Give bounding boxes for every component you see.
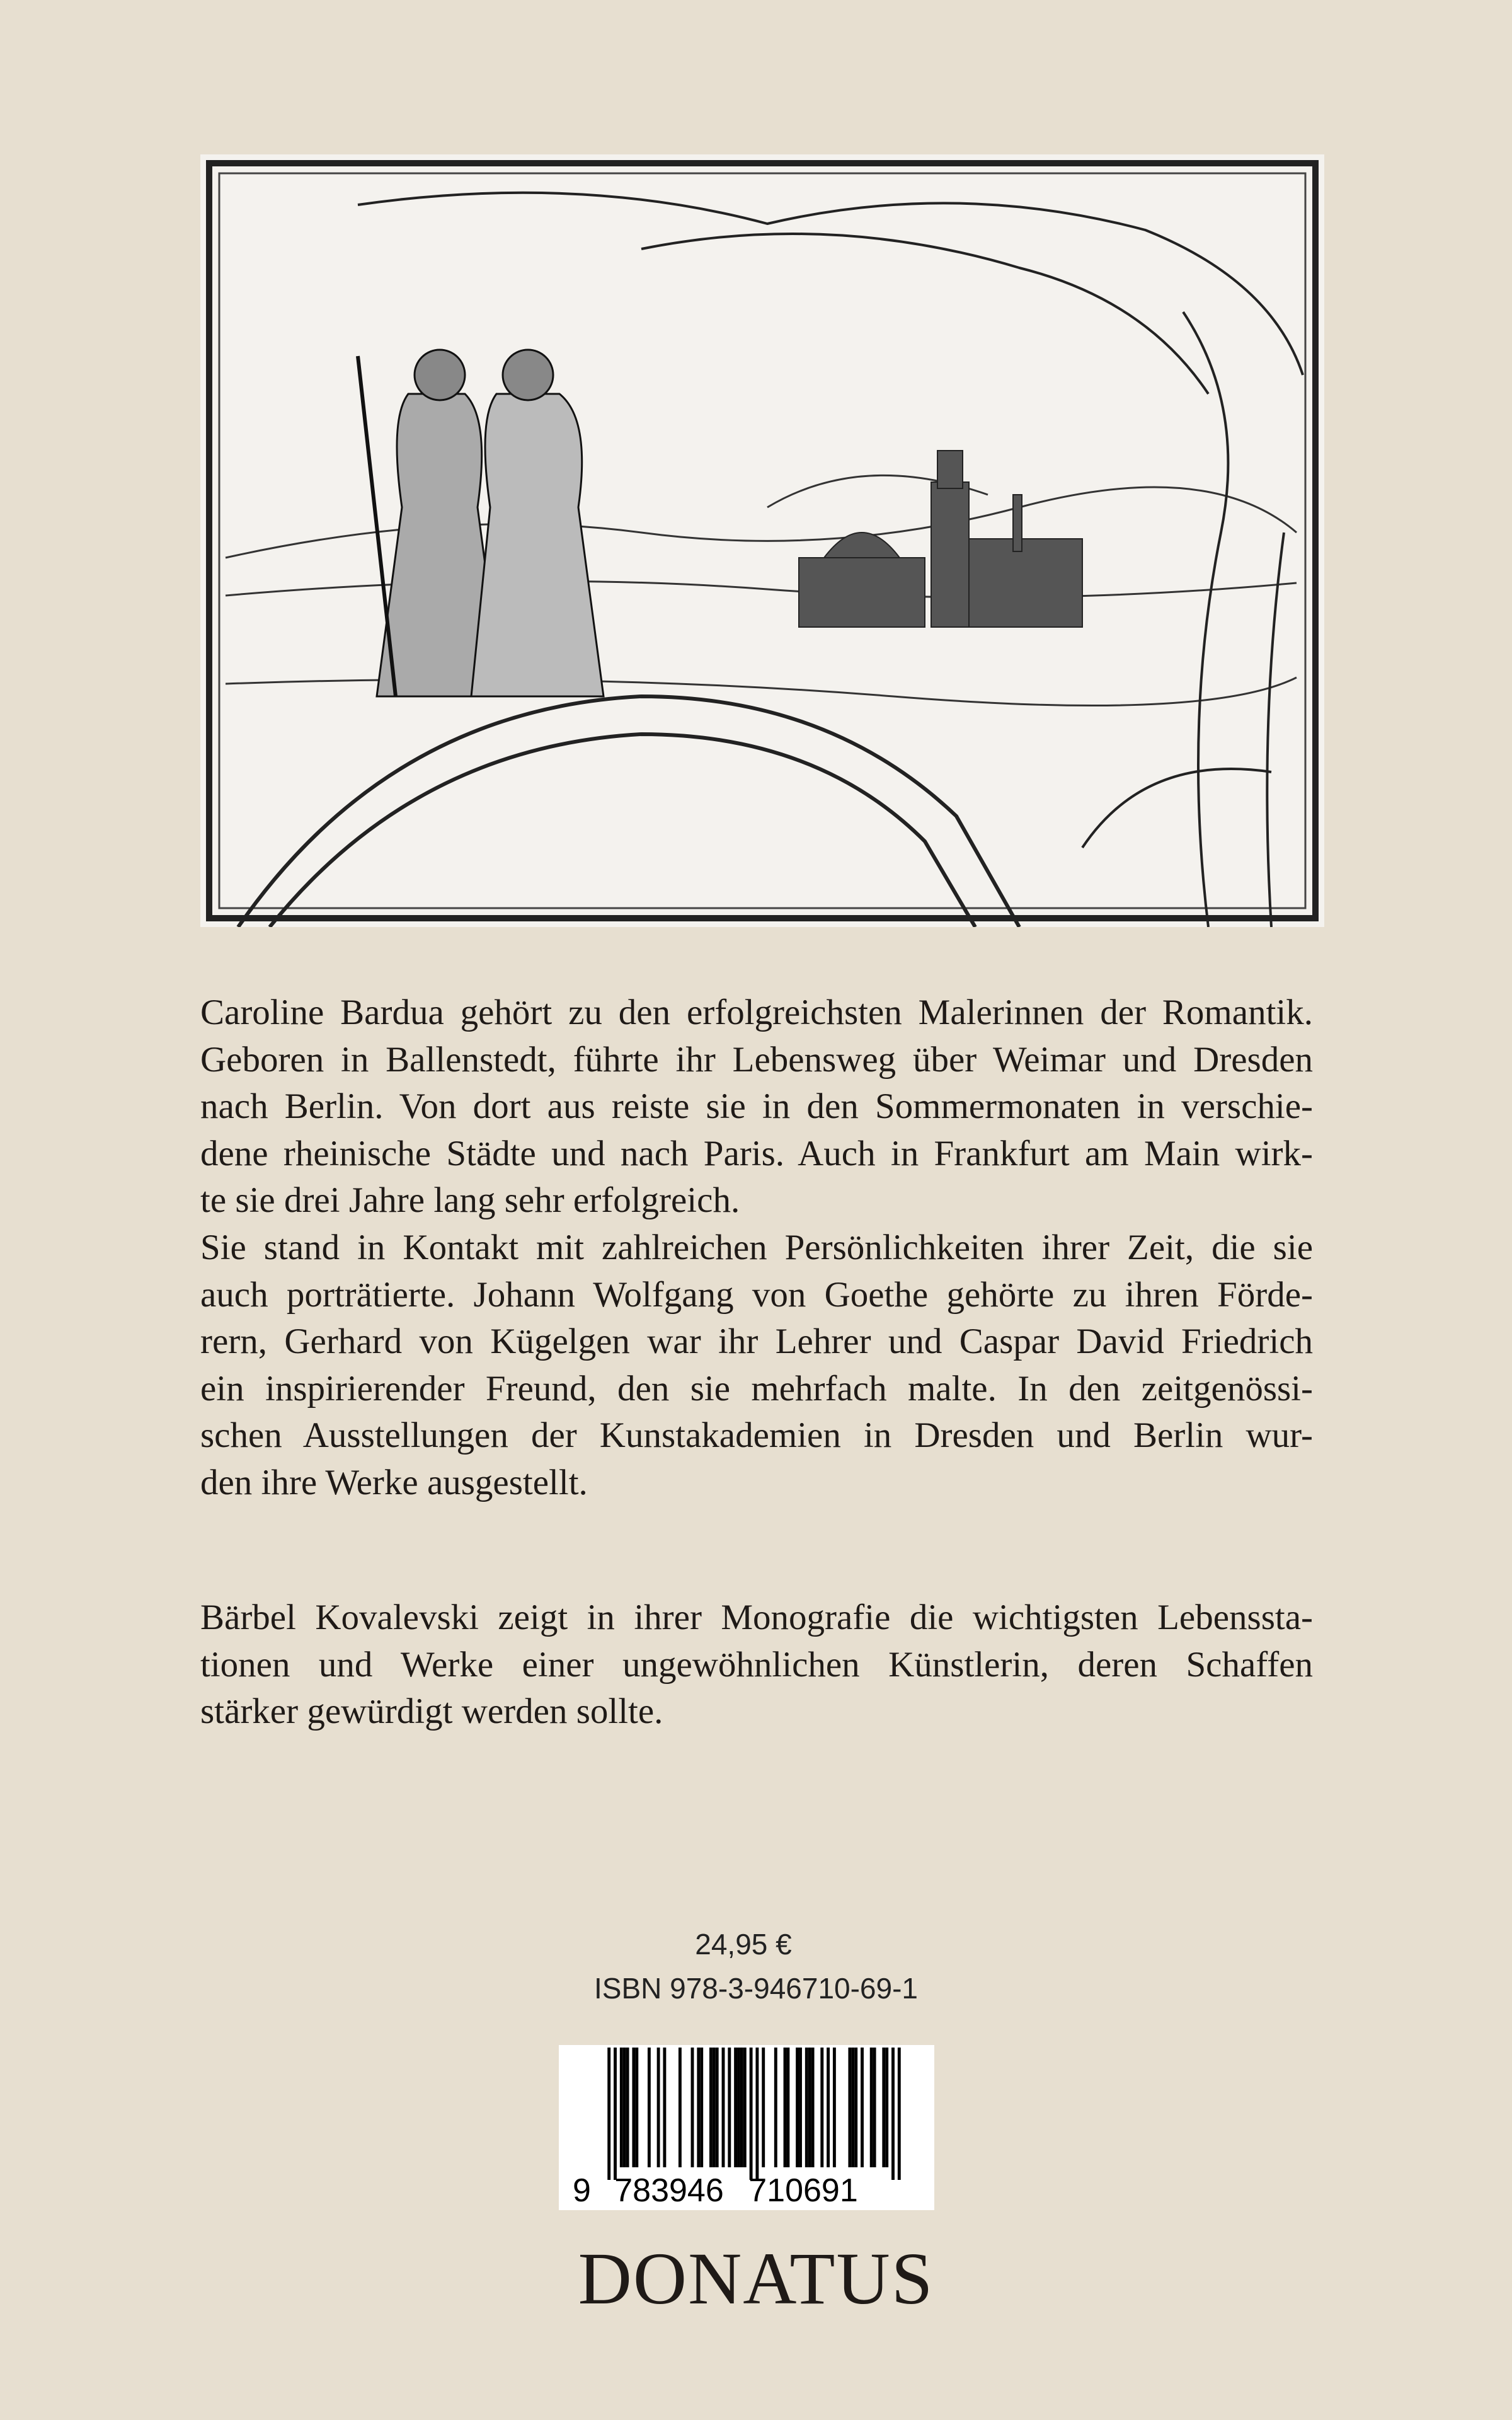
barcode-bar [762, 2048, 765, 2167]
blurb-line: Bärbel Kovalevski zeigt in ihrer Monografie die wichtigsten Lebenssta- [200, 1598, 1313, 1637]
barcode-bar [691, 2048, 694, 2167]
barcode-bar [885, 2048, 888, 2167]
blurb-line: schen Ausstellungen der Kunstakademien in Dresden und Berlin wur- [200, 1415, 1313, 1456]
barcode-bar [750, 2048, 753, 2180]
barcode-bar [891, 2048, 895, 2180]
barcode-bar [716, 2048, 719, 2167]
blurb-line: te sie drei Jahre lang sehr erfolgreich. [200, 1180, 740, 1221]
barcode-bar [799, 2048, 802, 2167]
barcode-bar [740, 2048, 743, 2167]
blurb-line: rern, Gerhard von Kügelgen war ihr Lehrer und Caspar David Friedrich [200, 1322, 1313, 1362]
barcode-bar [632, 2048, 635, 2167]
publisher-logo: DONATUS [578, 2237, 934, 2320]
barcode-bar [737, 2048, 740, 2167]
barcode-bar [620, 2048, 623, 2167]
barcode-bar [820, 2048, 823, 2167]
barcode-bar [854, 2048, 857, 2167]
barcode-bar [827, 2048, 830, 2167]
barcode-bar [635, 2048, 638, 2167]
cover-illustration [200, 154, 1324, 927]
barcode-bar [734, 2048, 737, 2167]
barcode-bar [898, 2048, 901, 2180]
barcode-bar [663, 2048, 666, 2167]
barcode-bar [743, 2048, 747, 2167]
isbn: ISBN 978-3-946710-69-1 [594, 1972, 918, 2005]
blurb-line: tionen und Werke einer ungewöhnlichen Künstlerin, deren Schaffen [200, 1644, 1313, 1685]
blurb-line: Caroline Bardua gehört zu den erfolgreichsten Malerinnen der Romantik. [200, 993, 1313, 1032]
barcode-bar [623, 2048, 626, 2167]
barcode [559, 2045, 934, 2210]
barcode-bar [728, 2048, 731, 2167]
barcode-digit-first: 9 [573, 2172, 591, 2209]
blurb-paragraph-2 [200, 1594, 1313, 1736]
blurb-line: Geboren in Ballenstedt, führte ihr Lebensweg über Weimar und Dresden [200, 1039, 1313, 1080]
barcode-bar [784, 2048, 787, 2167]
blurb-line: ein inspirierender Freund, den sie mehrfach malte. In den zeitgenössi- [200, 1368, 1313, 1409]
barcode-bar [796, 2048, 799, 2167]
barcode-bar [811, 2048, 815, 2167]
barcode-bar [808, 2048, 811, 2167]
barcode-bar [700, 2048, 703, 2167]
blurb-line: Sie stand in Kontakt mit zahlreichen Persönlichkeiten ihrer Zeit, die sie [200, 1227, 1313, 1267]
blurb-paragraph-1 [200, 989, 1313, 1507]
barcode-bar [870, 2048, 873, 2167]
barcode-bar [833, 2048, 836, 2167]
barcode-bar [607, 2048, 610, 2180]
barcode-bar [861, 2048, 864, 2167]
barcode-bar [713, 2048, 716, 2167]
barcode-bar [614, 2048, 617, 2180]
barcode-bar [657, 2048, 660, 2167]
blurb-line: den ihre Werke ausgestellt. [200, 1462, 588, 1502]
barcode-bar [786, 2048, 789, 2167]
barcode-bar [873, 2048, 876, 2167]
barcode-bar [626, 2048, 629, 2167]
barcode-bar [697, 2048, 700, 2167]
barcode-bar [848, 2048, 851, 2167]
price: 24,95 € [695, 1928, 792, 1961]
barcode-bar [648, 2048, 651, 2167]
barcode-bar [755, 2048, 759, 2180]
blurb-line: nach Berlin. Von dort aus reiste sie in den Sommermonaten in verschie- [200, 1086, 1313, 1127]
barcode-bar [882, 2048, 885, 2167]
blurb-line: auch porträtierte. Johann Wolfgang von Goethe gehörte zu ihren Förde- [200, 1274, 1313, 1315]
barcode-digits-left: 783946 [614, 2172, 724, 2209]
barcode-bar [679, 2048, 682, 2167]
barcode-bar [774, 2048, 777, 2167]
barcode-bar [805, 2048, 808, 2167]
barcode-bar [709, 2048, 713, 2167]
barcode-digits-right: 710691 [748, 2172, 858, 2209]
barcode-bar [722, 2048, 725, 2167]
barcode-bar [851, 2048, 854, 2167]
blurb-line: stärker gewürdigt werden sollte. [200, 1691, 663, 1732]
blurb-line: dene rheinische Städte und nach Paris. Auch in Frankfurt am Main wirk- [200, 1133, 1313, 1173]
